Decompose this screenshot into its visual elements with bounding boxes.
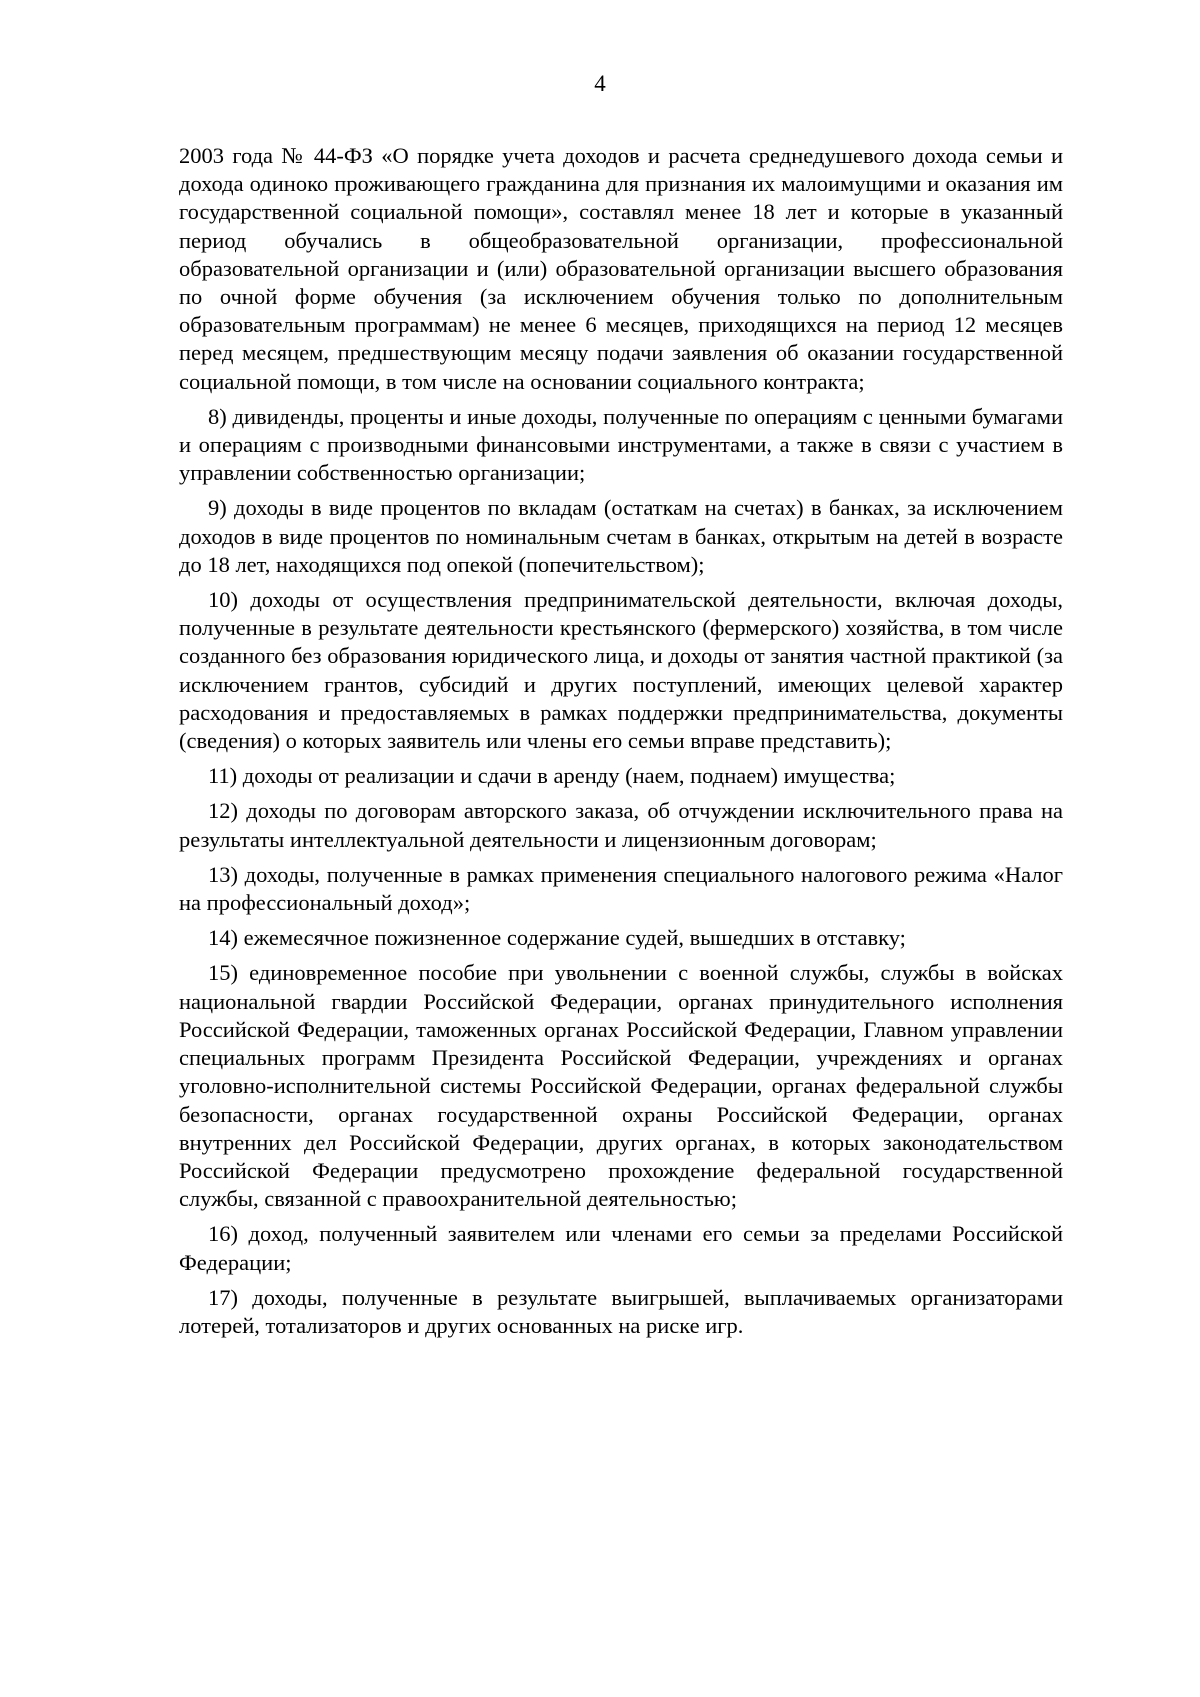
paragraph-item-13: 13) доходы, полученные в рамках применения специального налогового режима «Налог на профессиональный доход»; [179,861,1063,916]
paragraph-item-10: 10) доходы от осуществления предпринимательской деятельности, включая доходы, полученные в результате деятельности крестьянского (фермерского) хозяйства, в том числе созданного без образования юридического лица, и доходы от занятия частной практикой (за исключением грантов, субсидий и других поступлений, имеющих целевой характер расходования и предоставляемых в рамках поддержки предпринимательства, документы (сведения) о которых заявитель или члены его семьи вправе представить); [179,587,1063,754]
paragraph-item-8: 8) дивиденды, проценты и иные доходы, полученные по операциям с ценными бумагами и операциям с производными финансовыми инструментами, а также в связи с участием в управлении собственностью организации; [179,403,1063,486]
paragraph-item-15: 15) единовременное пособие при увольнении с военной службы, службы в войсках национальной гвардии Российской Федерации, органах принудительного исполнения Российской Федерации, таможенных органах Российской Федерации, Главном управлении специальных программ Президента Российской Федерации, учреждениях и органах уголовно-исполнительной системы Российской Федерации, органах федеральной службы безопасности, органах государственной охраны Российской Федерации, органах внутренних дел Российской Федерации, других органах, в которых законодательством Российской Федерации предусмотрено прохождение федеральной государственной службы, связанной с правоохранительной деятельностью; [179,960,1063,1212]
paragraph-item-14: 14) ежемесячное пожизненное содержание судей, вышедших в отставку; [208,925,906,951]
paragraph-item-9: 9) доходы в виде процентов по вкладам (остаткам на счетах) в банках, за исключением доходов в виде процентов по номинальным счетам в банках, открытым на детей в возрасте до 18 лет, находящихся под опекой (попечительством); [179,495,1063,577]
paragraph-continuation: 2003 года № 44-ФЗ «О порядке учета доходов и расчета среднедушевого дохода семьи и дохода одиноко проживающего гражданина для признания их малоимущими и оказания им государственной социальной помощи», составлял менее 18 лет и которые в указанный период обучались в общеобразовательной организации, профессиональной образовательной организации и (или) образовательной организации высшего образования по очной форме обучения (за исключением обучения только по дополнительным образовательным программам) не менее 6 месяцев, приходящихся на период 12 месяцев перед месяцем, предшествующим месяцу подачи заявления об оказании государственной социальной помощи, в том числе на основании социального контракта; [179,143,1063,394]
paragraph-item-12: 12) доходы по договорам авторского заказа, об отчуждении исключительного права на результаты интеллектуальной деятельности и лицензионным договорам; [179,798,1063,852]
paragraph-item-17: 17) доходы, полученные в результате выигрышей, выплачиваемых организаторами лотерей, тотализаторов и других основанных на риске игр. [179,1284,1063,1338]
page-number: 4 [594,71,606,96]
paragraph-item-16: 16) доход, полученный заявителем или членами его семьи за пределами Российской Федерации; [179,1221,1063,1275]
paragraph-item-11: 11) доходы от реализации и сдачи в аренду (наем, поднаем) имущества; [208,763,896,789]
document-body [179,142,1063,1347]
